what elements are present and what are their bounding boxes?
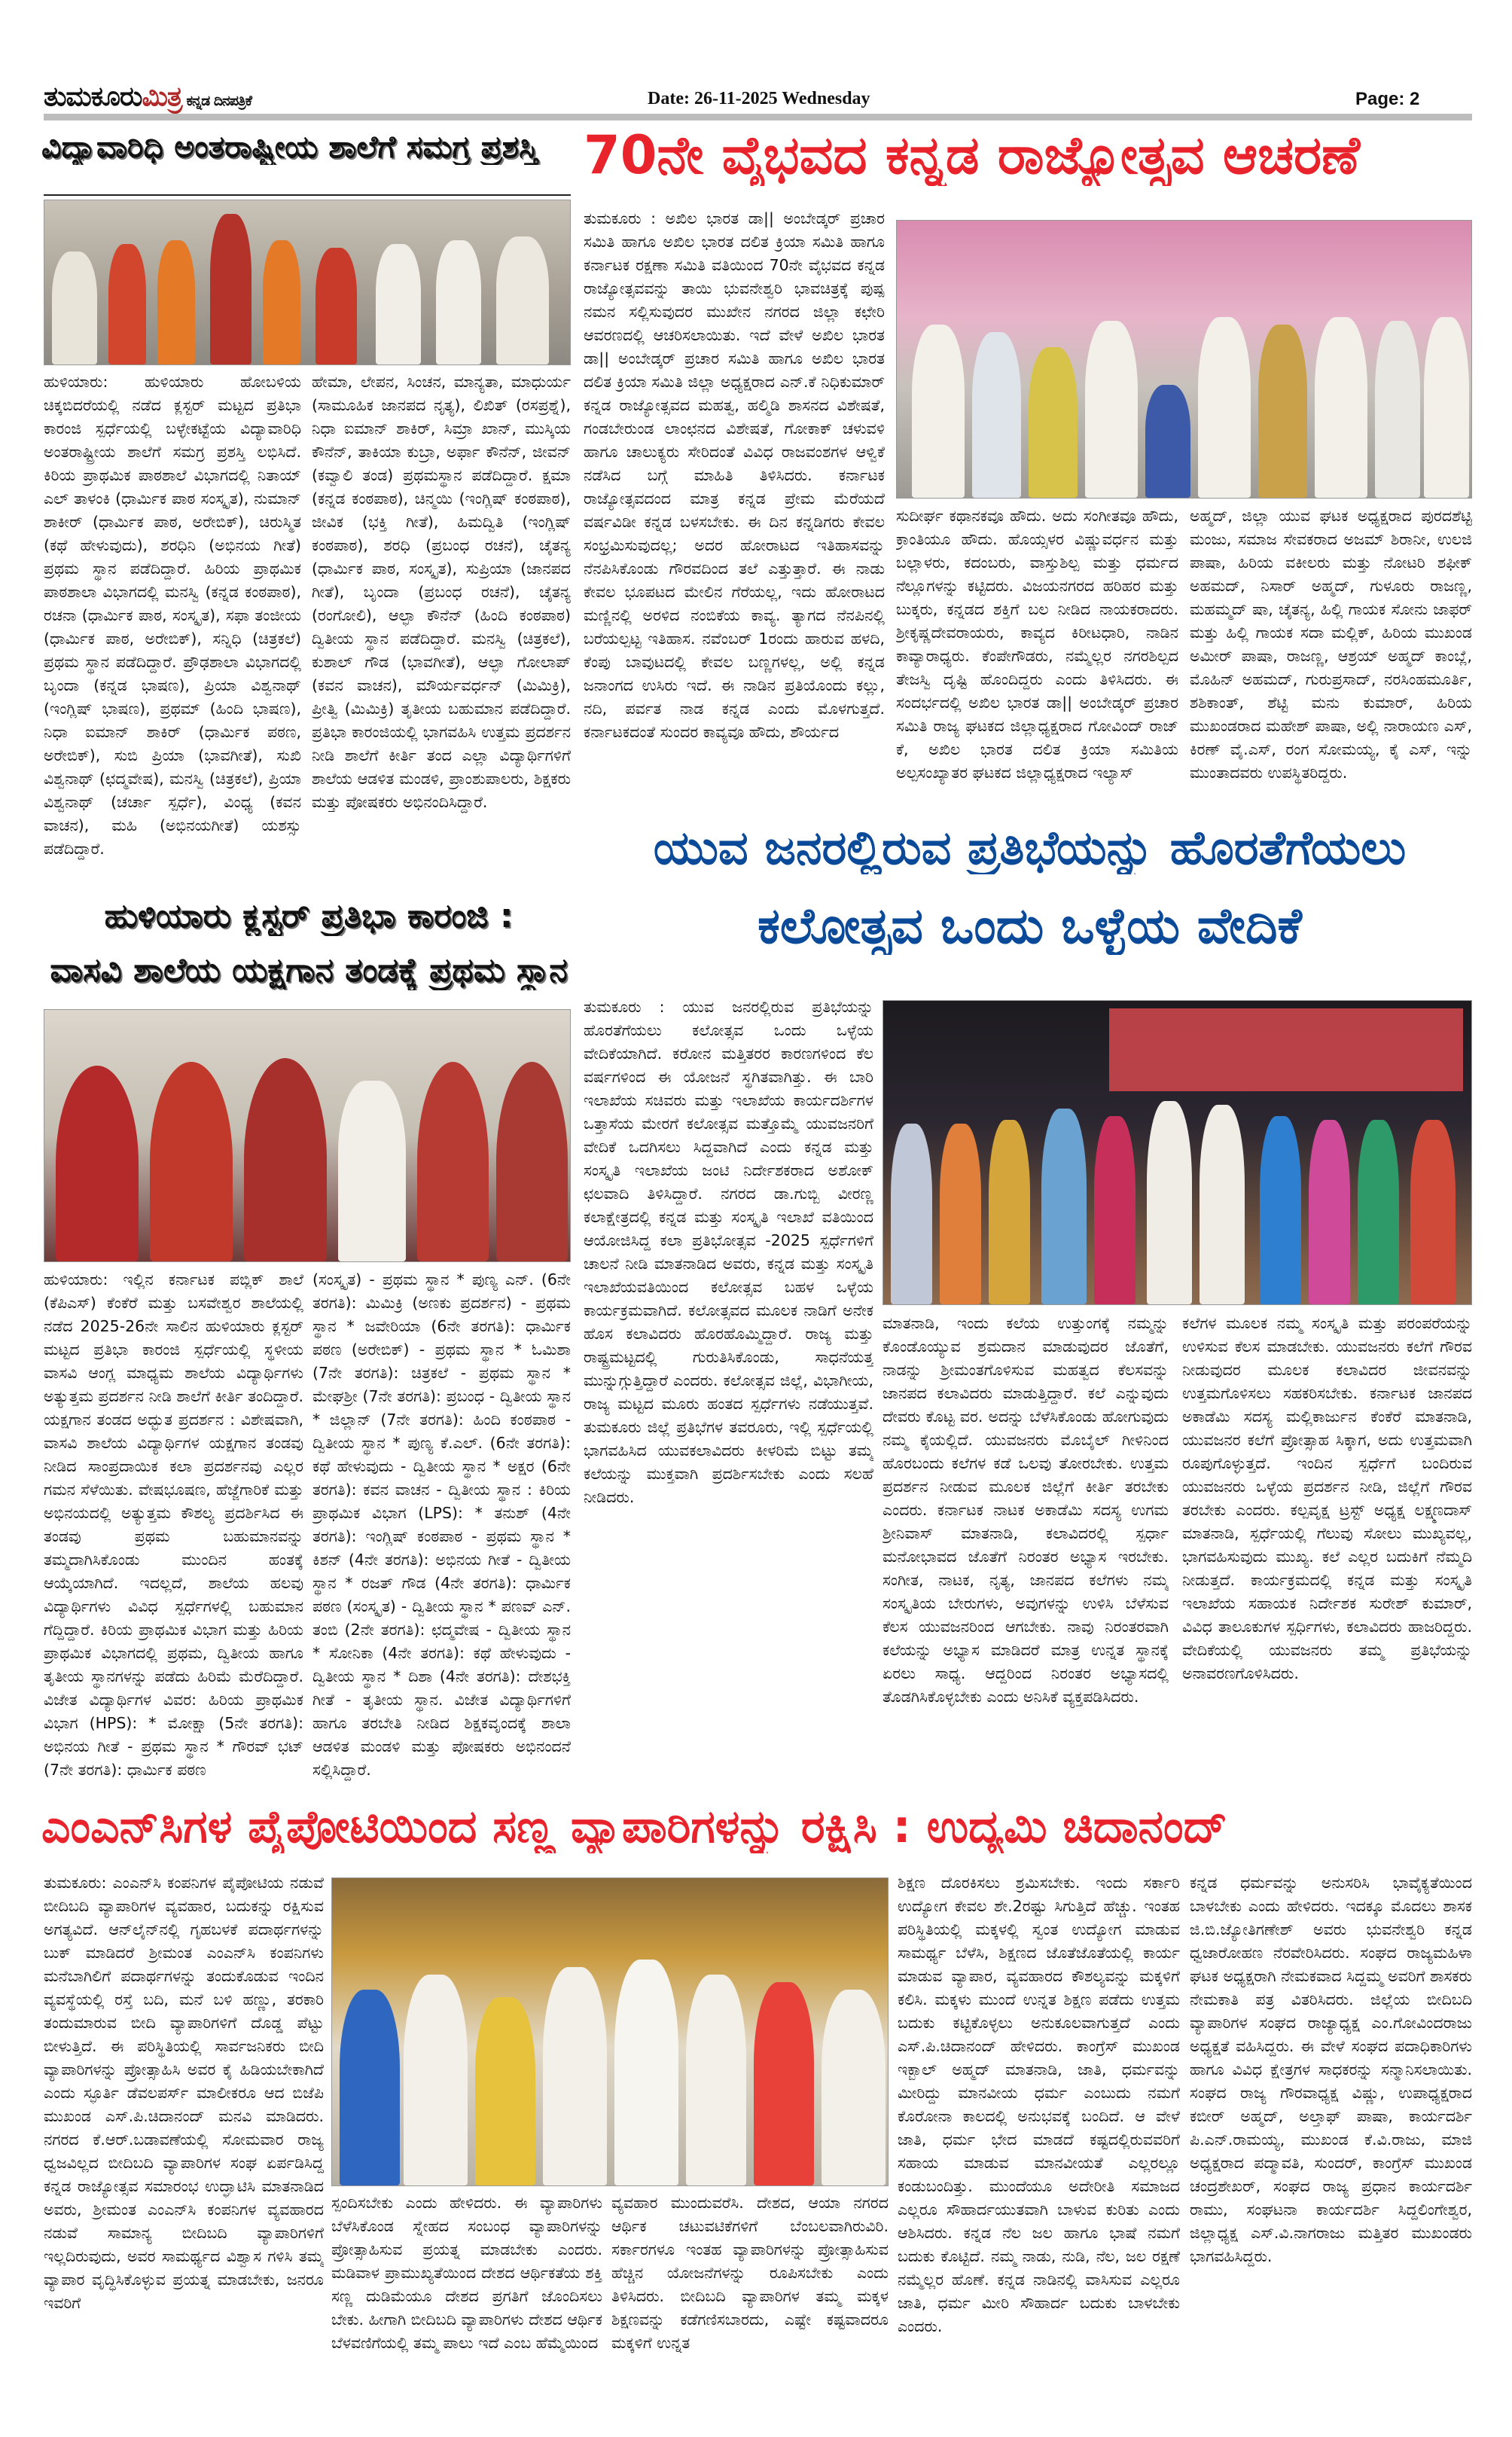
headline-vidyavaridhi: ವಿದ್ಯಾವಾರಿಧಿ ಅಂತರಾಷ್ಟ್ರೀಯ ಶಾಲೆಗೆ ಸಮಗ್ರ ಪ್ರಶಸ್ತಿ (41, 130, 538, 165)
article-rajyotsava-col3: ಅಹ್ಮದ್, ಜಿಲ್ಲಾ ಯುವ ಘಟಕ ಅಧ್ಯಕ್ಷರಾದ ಪುರದಶೆಟ್ಟಿ ಮಂಜು, ಸಮಾಜ ಸೇವಕರಾದ ಅಜಮ್ ಶಿರಾನೀ, ಉಲಜಿ ಪಾಷಾ, ಹಿರಿಯ ವಕೀಲರು ಮತ್ತು ನೋಟರಿ ಶಫೀಕ್ ಅಹಮದ್, ನಿಸಾರ್ ಅಹ್ಮದ್, ಗುಳೂರು ರಾಜಣ್ಣ, ಮಹಮ್ಮದ್ ಷಾ, ಚೈತನ್ಯ, ಹಿಲ್ಲಿ ಗಾಯಕ ಸೋನು ಜಾಫರ್ ಮತ್ತು ಹಿಲ್ಲಿ ಗಾಯಕ ಸದಾ ಮಲ್ಲಿಕ್, ಹಿರಿಯ ಮುಖಂಡ ಅಮೀರ್ ಪಾಷಾ, ರಾಜಣ್ಣ, ಆಶ್ರಯ್ ಅಹ್ಮದ್ ಕಾಂಬ್ಲೆ, ಮೊಹಿನ್ ಅಹಮದ್, ಗುರುಪ್ರಸಾದ್, ನರಸಿಂಹಮೂರ್ತಿ, ಶಶಿಕಾಂತ್, ಶೆಟ್ಟಿ ಮನು ಕುಮಾರ್, ಹಿರಿಯ ಮುಖಂಡರಾದ ಮಹೇಶ್ ಪಾಷಾ, ಅಲ್ಲಿ ನಾರಾಯಣ ಎಸ್, ಕಿರಣ್ ವೈ.ಎಸ್, ರಂಗ ಸೋಮಯ್ಯ, ಕೈ ಎಸ್, ಇನ್ನು ಮುಂತಾದವರು ಉಪಸ್ಥಿತರಿದ್ದರು. (1190, 507, 1472, 782)
headline-kalotsava-line1: ಯುವ ಜನರಲ್ಲಿರುವ ಪ್ರತಿಭೆಯನ್ನು ಹೊರತೆಗೆಯಲು (653, 821, 1407, 875)
article-kalotsava-col1: ತುಮಕೂರು : ಯುವ ಜನರಲ್ಲಿರುವ ಪ್ರತಿಭೆಯನ್ನು ಹೊರತೆಗೆಯಲು ಕಲೋತ್ಸವ ಒಂದು ಒಳ್ಳೆಯ ವೇದಿಕೆಯಾಗಿದೆ. ಕರೋನ ಮತ್ತಿತರರ ಕಾರಣಗಳಿಂದ ಕೆಲ ವರ್ಷಗಳಿಂದ ಈ ಯೋಜನೆ ಸ್ಥಗಿತವಾಗಿತ್ತು. ಈ ಬಾರಿ ಇಲಾಖೆಯ ಸಚಿವರು ಮತ್ತು ಇಲಾಖೆಯ ಕಾರ್ಯದರ್ಶಿಗಳ ಒತ್ತಾಸೆಯ ಮೇರಗೆ ಕಲೋತ್ಸವ ಮತ್ತೊಮ್ಮೆ ಯುವಜನರಿಗೆ ವೇದಿಕೆ ಒದಗಿಸಲು ಸಿದ್ದವಾಗಿದೆ ಎಂದು ಕನ್ನಡ ಮತ್ತು ಸಂಸ್ಕೃತಿ ಇಲಾಖೆಯ ಜಂಟಿ ನಿರ್ದೇಶಕರಾದ ಅಶೋಕ್ ಛಲವಾದಿ ತಿಳಿಸಿದ್ದಾರೆ. ನಗರದ ಡಾ.ಗುಬ್ಬಿ ವೀರಣ್ಣ ಕಲಾಕ್ಷೇತ್ರದಲ್ಲಿ ಕನ್ನಡ ಮತ್ತು ಸಂಸ್ಕೃತಿ ಇಲಾಖೆ ವತಿಯಿಂದ ಆಯೋಜಿಸಿದ್ದ ಕಲಾ ಪ್ರತಿಭೋತ್ಸವ -2025 ಸ್ಪರ್ಧೆಗಳಿಗೆ ಚಾಲನೆ ನೀಡಿ ಮಾತನಾಡಿದ ಅವರು, ಕನ್ನಡ ಮತ್ತು ಸಂಸ್ಕೃತಿ ಇಲಾಖೆಯವತಿಯಿಂದ ಕಲೋತ್ಸವ ಬಹಳ ಒಳ್ಳೆಯ ಕಾರ್ಯಕ್ರಮವಾಗಿದೆ. ಕಲೋತ್ಸವದ ಮೂಲಕ ನಾಡಿಗೆ ಅನೇಕ ಹೊಸ ಕಲಾವಿದರು ಹೊರಹೊಮ್ಮಿದ್ದಾರೆ. ರಾಜ್ಯ ಮತ್ತು ರಾಷ್ಟ್ರಮಟ್ಟದಲ್ಲಿ ಗುರುತಿಸಿಕೊಂಡು, ಸಾಧನೆಯತ್ತ ಮುನ್ನುಗ್ಗುತ್ತಿದ್ದಾರೆ ಎಂದರು. ಕಲೋತ್ಸವ ಜಿಲ್ಲೆ, ವಿಭಾಗೀಯ, ರಾಜ್ಯ ಮಟ್ಟದ ಮೂರು ಹಂತದ ಸ್ಪರ್ಧೆಗಳು ನಡೆಯುತ್ತವೆ. ತುಮಕೂರು ಜಿಲ್ಲೆ ಪ್ರತಿಭೆಗಳ ತವರೂರು, ಇಲ್ಲಿ ಸ್ಪರ್ಧೆಯಲ್ಲಿ ಭಾಗವಹಿಸಿದ ಯುವಕಲಾವಿದರು ಕೀಳರಿಮೆ ಬಿಟ್ಟು ತಮ್ಮ ಕಲೆಯನ್ನು ಮುಕ್ತವಾಗಿ ಪ್ರದರ್ಶಿಸಬೇಕು ಎಂದು ಸಲಹೆ ನೀಡಿದರು. (584, 998, 873, 1506)
article-mnc-col2: ಸ್ಪಂದಿಸಬೇಕು ಎಂದು ಹೇಳಿದರು. ಈ ವ್ಯಾಪಾರಿಗಳು ಬೆಳೆಸಿಕೊಂಡ ಸ್ನೇಹದ ಸಂಬಂಧ ವ್ಯಾಪಾರಿಗಳನ್ನು ಪ್ರೋತ್ಸಾಹಿಸುವ ಪ್ರಯತ್ನ ಮಾಡಬೇಕು ಎಂದರು. ಮಡಿವಾಳ ಪ್ರಾಮುಖ್ಯತೆಯಿಂದ ದೇಶದ ಆರ್ಥಿಕತೆಯ ಶಕ್ತಿ ಸಣ್ಣ ದುಡಿಮೆಯೂ ದೇಶದ ಪ್ರಗತಿಗೆ ಜೊಂದಿಸಲು ಬೇಕು. ಹೀಗಾಗಿ ಬೀದಿಬದಿ ವ್ಯಾಪಾರಿಗಳು ದೇಶದ ಆರ್ಥಿಕ ಬೆಳವಣಿಗೆಯಲ್ಲಿ ತಮ್ಮ ಪಾಲು ಇದೆ ಎಂಬ ಹೆಮ್ಮೆಯಿಂದ (331, 2194, 602, 2352)
article-kalotsava-col3: ಕಲೆಗಳ ಮೂಲಕ ನಮ್ಮ ಸಂಸ್ಕೃತಿ ಮತ್ತು ಪರಂಪರೆಯನ್ನು ಉಳಿಸುವ ಕೆಲಸ ಮಾಡಬೇಕು. ಯುವಜನರು ಕಲೆಗೆ ಗೌರವ ನೀಡುವುದರ ಮೂಲಕ ಕಲಾವಿದರ ಜೀವನವನ್ನು ಉತ್ತಮಗೊಳಿಸಲು ಸಹಕರಿಸಬೇಕು. ಕರ್ನಾಟಕ ಜಾನಪದ ಅಕಾಡೆಮಿ ಸದಸ್ಯ ಮಲ್ಲಿಕಾರ್ಜುನ ಕೆಂಕೆರೆ ಮಾತನಾಡಿ, ಯುವಜನರ ಕಲೆಗೆ ಪ್ರೋತ್ಸಾಹ ಸಿಕ್ಕಾಗ, ಅದು ಉತ್ತಮವಾಗಿ ರೂಪುಗೊಳ್ಳುತ್ತದೆ. ಇಂದಿನ ಸ್ಪರ್ಧೆಗೆ ಬಂದಿರುವ ಯುವಜನರು ಒಳ್ಳೆಯ ಪ್ರದರ್ಶನ ನೀಡಿ, ಜಿಲ್ಲೆಗೆ ಗೌರವ ತರಬೇಕು ಎಂದರು. ಕಲ್ಪವೃಕ್ಷ ಟ್ರಸ್ಟ್ ಅಧ್ಯಕ್ಷ ಲಕ್ಷ್ಮಣದಾಸ್ ಮಾತನಾಡಿ, ಸ್ಪರ್ಧೆಯಲ್ಲಿ ಗೆಲುವು ಸೋಲು ಮುಖ್ಯವಲ್ಲ, ಭಾಗವಹಿಸುವುದು ಮುಖ್ಯ. ಕಲೆ ಎಲ್ಲರ ಬದುಕಿಗೆ ನೆಮ್ಮದಿ ನೀಡುತ್ತದೆ. ಕಾರ್ಯಕ್ರಮದಲ್ಲಿ ಕನ್ನಡ ಮತ್ತು ಸಂಸ್ಕೃತಿ ಇಲಾಖೆಯ ಸಹಾಯಕ ನಿರ್ದೇಶಕ ಸುರೇಶ್ ಕುಮಾರ್, ವಿವಿಧ ತಾಲೂಕುಗಳ ಸ್ಪರ್ಧಿಗಳು, ಕಲಾವಿದರು ಹಾಜರಿದ್ದರು. ವೇದಿಕೆಯಲ್ಲಿ ಯುವಜನರು ತಮ್ಮ ಪ್ರತಿಭೆಯನ್ನು ಅನಾವರಣಗೊಳಿಸಿದರು. (1182, 1314, 1472, 1682)
headline-underline (44, 194, 571, 196)
article-kalotsava-col2: ಮಾತನಾಡಿ, ಇಂದು ಕಲೆಯ ಉತ್ತುಂಗಕ್ಕೆ ನಮ್ಮನ್ನು ಕೊಂಡೊಯ್ಯುವ ಶ್ರಮದಾನ ಮಾಡುವುದರ ಜೊತೆಗೆ, ನಾಡನ್ನು ಶ್ರೀಮಂತಗೊಳಿಸುವ ಮಹತ್ವದ ಕೆಲಸವನ್ನು ಜಾನಪದ ಕಲಾವಿದರು ಮಾಡುತ್ತಿದ್ದಾರೆ. ಕಲೆ ಎನ್ನುವುದು ದೇವರು ಕೊಟ್ಟ ವರ. ಅದನ್ನು ಬೆಳೆಸಿಕೊಂಡು ಹೋಗುವುದು ನಮ್ಮ ಕೈಯಲ್ಲಿದೆ. ಯುವಜನರು ಮೊಬೈಲ್ ಗೀಳಿನಿಂದ ಹೊರಬಂದು ಕಲೆಗಳ ಕಡೆ ಒಲವು ತೋರಬೇಕು. ಉತ್ತಮ ಪ್ರದರ್ಶನ ನೀಡುವ ಮೂಲಕ ಜಿಲ್ಲೆಗೆ ಕೀರ್ತಿ ತರಬೇಕು ಎಂದರು. ಕರ್ನಾಟಕ ನಾಟಕ ಅಕಾಡೆಮಿ ಸದಸ್ಯ ಉಗಮ ಶ್ರೀನಿವಾಸ್ ಮಾತನಾಡಿ, ಕಲಾವಿದರಲ್ಲಿ ಸ್ಪರ್ಧಾ ಮನೋಭಾವದ ಜೊತೆಗೆ ನಿರಂತರ ಅಭ್ಯಾಸ ಇರಬೇಕು. ಸಂಗೀತ, ನಾಟಕ, ನೃತ್ಯ, ಜಾನಪದ ಕಲೆಗಳು ನಮ್ಮ ಸಂಸ್ಕೃತಿಯ ಬೇರುಗಳು, ಅವುಗಳನ್ನು ಉಳಿಸಿ ಬೆಳೆಸುವ ಕೆಲಸ ಯುವಜನರಿಂದ ಆಗಬೇಕು. ನಾವು ನಿರಂತರವಾಗಿ ಕಲೆಯನ್ನು ಅಭ್ಯಾಸ ಮಾಡಿದರೆ ಮಾತ್ರ ಉನ್ನತ ಸ್ಥಾನಕ್ಕೆ ಏರಲು ಸಾಧ್ಯ. ಆದ್ದರಿಂದ ನಿರಂತರ ಅಭ್ಯಾಸದಲ್ಲಿ ತೊಡಗಿಸಿಕೊಳ್ಳಬೇಕು ಎಂದು ಅನಿಸಿಕೆ ವ್ಯಕ್ತಪಡಿಸಿದರು. (883, 1314, 1169, 1706)
logo-tagline: ಕನ್ನಡ ದಿನಪತ್ರಿಕೆ (186, 93, 252, 109)
headline-yakshagana-line2: ವಾಸವಿ ಶಾಲೆಯ ಯಕ್ಷಗಾನ ತಂಡಕ್ಕೆ ಪ್ರಥಮ ಸ್ಥಾನ (50, 952, 568, 990)
article-vidyavaridhi-col2: ಹೇಮಾ, ಲೇಪನ, ಸಿಂಚನ, ಮಾನ್ಯತಾ, ಮಾಧುರ್ಯ (ಸಾಮೂಹಿಕ ಜಾನಪದ ನೃತ್ಯ), ಲಿಖಿತ್ (ರಸಪ್ರಶ್ನೆ), ನಿಧಾ ಐಮಾನ್ ಶಾಕಿರ್, ಸಿಮ್ರಾ ಖಾನ್, ಮುಸ್ಕಿಯ ಕೌನೆನ್, ತಾಕಿಯಾ ಕುಬ್ರಾ, ಅರ್ಫಾ ಕೌನೆನ್, ಜೀವನ್ (ಕವ್ವಾಲಿ ತಂಡ) ಪ್ರಥಮಸ್ಥಾನ ಪಡೆದಿದ್ದಾರೆ. ಕ್ಷಮಾ (ಕನ್ನಡ ಕಂಠಪಾಠ), ಚಿನ್ಮಯಿ (ಇಂಗ್ಲಿಷ್ ಕಂಠಪಾಠ), ಜೀವಿಕ (ಭಕ್ತಿ ಗೀತೆ), ಹಿಮದ್ವಿತಿ (ಇಂಗ್ಲಿಷ್ ಕಂಠಪಾಠ), ಶರಧಿ (ಪ್ರಬಂಧ ರಚನೆ), ಚೈತನ್ಯ (ಧಾರ್ಮಿಕ ಪಾಠ, ಸಂಸ್ಕೃತ), ಸುಪ್ರಿಯಾ (ಜಾನಪದ ಗೀತೆ), ಬೃಂದಾ (ಪ್ರಬಂಧ ರಚನೆ), ಚೈತನ್ಯ (ರಂಗೋಲಿ), ಆಲ್ಫಾ ಕೌನೆನ್ (ಹಿಂದಿ ಕಂಠಪಾಠ) ದ್ವಿತೀಯ ಸ್ಥಾನ ಪಡೆದಿದ್ದಾರೆ. ಮನಸ್ವಿ (ಚಿತ್ರಕಲೆ), ಕುಶಾಲ್ ಗೌಡ (ಭಾವಗೀತೆ), ಆಲ್ಫಾ ಗೋಲಾಪ್ (ಕವನ ವಾಚನ), ಮೌರ್ಯವರ್ಧನ್ (ಮಿಮಿಕ್ರಿ), ಪ್ರೀತ್ವಿ (ಮಿಮಿಕ್ರಿ) ತೃತೀಯ ಬಹುಮಾನ ಪಡೆದಿದ್ದಾರೆ. ಪ್ರತಿಭಾ ಕಾರಂಜಿಯಲ್ಲಿ ಭಾಗವಹಿಸಿ ಉತ್ತಮ ಪ್ರದರ್ಶನ ನೀಡಿ ಶಾಲೆಗೆ ಕೀರ್ತಿ ತಂದ ಎಲ್ಲಾ ವಿದ್ಯಾರ್ಥಿಗಳಿಗೆ ಶಾಲೆಯ ಆಡಳಿತ ಮಂಡಳಿ, ಪ್ರಾಂಶುಪಾಲರು, ಶಿಕ್ಷಕರು ಮತ್ತು ಪೋಷಕರು ಅಭಿನಂದಿಸಿದ್ದಾರೆ. (312, 373, 571, 811)
headline-rajyotsava: 70ನೇ ವೈಭವದ ಕನ್ನಡ ರಾಜ್ಯೋತ್ಸವ ಆಚರಣೆ (584, 125, 1361, 186)
masthead-divider (44, 114, 1472, 120)
photo-rajyotsava-group (896, 220, 1472, 499)
photo-kalotsava-stage (883, 1000, 1472, 1305)
article-rajyotsava-col2: ಸುದೀರ್ಘ ಕಥಾನಕವೂ ಹೌದು. ಅದು ಸಂಗೀತವೂ ಹೌದು, ಕ್ರಾಂತಿಯೂ ಹೌದು. ಹೊಯ್ಸಳರ ವಿಷ್ಣುವರ್ಧನ ಮತ್ತು ಬಲ್ಲಾಳರು, ಕದಂಬರು, ವಾಸ್ತುಶಿಲ್ಪ ಮತ್ತು ಧರ್ಮದ ನೆಲ್ಲೂಗಳನ್ನು ಕಟ್ಟಿದರು. ವಿಜಯನಗರದ ಹರಿಹರ ಮತ್ತು ಬುಕ್ಕರು, ಕನ್ನಡದ ಶಕ್ತಿಗೆ ಬಲ ನೀಡಿದ ನಾಯಕರಾದರು. ಶ್ರೀಕೃಷ್ಣದೇವರಾಯರು, ಕಾವ್ಯದ ಕಿರೀಟಧಾರಿ, ನಾಡಿನ ಕಾವ್ಯಾರಾಧ್ಯರು. ಕೆಂಪೇಗೌಡರು, ನಮ್ಮೆಲ್ಲರ ನಗರಶಿಲ್ಪದ ತೇಜಸ್ವಿ ದೃಷ್ಟಿ ಹೊಂದಿದ್ದರು ಎಂದು ತಿಳಿಸಿದರು. ಈ ಸಂದರ್ಭದಲ್ಲಿ ಅಖಿಲ ಭಾರತ ಡಾ|| ಅಂಬೇಡ್ಕರ್ ಪ್ರಚಾರ ಸಮಿತಿ ರಾಜ್ಯ ಘಟಕದ ಜಿಲ್ಲಾಧ್ಯಕ್ಷರಾದ ಗೋವಿಂದ್ ರಾಜ್ ಕೆ, ಅಖಿಲ ಭಾರತ ದಲಿತ ಕ್ರಿಯಾ ಸಮಿತಿಯ ಅಲ್ಪಸಂಖ್ಯಾತರ ಘಟಕದ ಜಿಲ್ಲಾಧ್ಯಕ್ಷರಾದ ಇಲ್ಯಾಸ್ (896, 507, 1178, 782)
logo-text-tumakuru: ತುಮಕೂರು (44, 81, 142, 112)
article-mnc-col1: ತುಮಕೂರು: ಎಂಎನ್‌ಸಿ ಕಂಪನಿಗಳ ಪೈಪೋಟಿಯ ನಡುವೆ ಬೀದಿಬದಿ ವ್ಯಾಪಾರಿಗಳ ವ್ಯವಹಾರ, ಬದುಕನ್ನು ರಕ್ಷಿಸುವ ಅಗತ್ಯವಿದೆ. ಆನ್‌ಲೈನ್‌ನಲ್ಲಿ ಗೃಹಬಳಕೆ ಪದಾರ್ಥಗಳನ್ನು ಬುಕ್ ಮಾಡಿದರೆ ಶ್ರೀಮಂತ ಎಂಎನ್‌ಸಿ ಕಂಪನಿಗಳು ಮನೆಬಾಗಿಲಿಗೆ ಪದಾರ್ಥಗಳನ್ನು ತಂದುಕೊಡುವ ಇಂದಿನ ವ್ಯವಸ್ಥೆಯಲ್ಲಿ ರಸ್ತೆ ಬದಿ, ಮನೆ ಬಳಿ ಹಣ್ಣು, ತರಕಾರಿ ತಂದುಮಾರುವ ಬೀದಿ ವ್ಯಾಪಾರಿಗಳಿಗೆ ದೊಡ್ಡ ಪೆಟ್ಟು ಬೀಳುತ್ತಿದೆ. ಈ ಪರಿಸ್ಥಿತಿಯಲ್ಲಿ ಸಾರ್ವಜನಿಕರು ಬೀದಿ ವ್ಯಾಪಾರಿಗಳನ್ನು ಪ್ರೋತ್ಸಾಹಿಸಿ ಅವರ ಕೈ ಹಿಡಿಯಬೇಕಾಗಿದೆ ಎಂದು ಸ್ಫೂರ್ತಿ ಡೆವಲಪರ್ಸ್ ಮಾಲೀಕರೂ ಆದ ಬಿಜೆಪಿ ಮುಖಂಡ ಎಸ್.ಪಿ.ಚಿದಾನಂದ್ ಮನವಿ ಮಾಡಿದರು. ನಗರದ ಕೆ.ಆರ್.ಬಡಾವಣೆಯಲ್ಲಿ ಸೋಮವಾರ ರಾಜ್ಯ ಧ್ವಜವಿಲ್ಲದ ಬೀದಿಬದಿ ವ್ಯಾಪಾರಿಗಳ ಸಂಘ ಏರ್ಪಡಿಸಿದ್ದ ಕನ್ನಡ ರಾಜ್ಯೋತ್ಸವ ಸಮಾರಂಭ ಉದ್ಘಾಟಿಸಿ ಮಾತನಾಡಿದ ಅವರು, ಶ್ರೀಮಂತ ಎಂಎನ್‌ಸಿ ಕಂಪನಿಗಳ ವ್ಯವಹಾರದ ನಡುವೆ ಸಾಮಾನ್ಯ ಬೀದಿಬದಿ ವ್ಯಾಪಾರಿಗಳಿಗೆ ಇಲ್ಲದಿರುವುದು, ಅವರ ಸಾಮರ್ಥ್ಯದ ವಿಶ್ವಾಸ ಗಳಿಸಿ ತಮ್ಮ ವ್ಯಾಪಾರ ವೃದ್ಧಿಸಿಕೊಳ್ಳುವ ಪ್ರಯತ್ನ ಮಾಡಬೇಕು, ಜನರೂ ಇವರಿಗೆ (44, 1874, 324, 2312)
article-mnc-col5: ಕನ್ನಡ ಧರ್ಮವನ್ನು ಅನುಸರಿಸಿ ಭಾವೈಕ್ಯತೆಯಿಂದ ಬಾಳಬೇಕು ಎಂದು ಹೇಳಿದರು. ಇದಕ್ಕೂ ಮೊದಲು ಶಾಸಕ ಜಿ.ಬಿ.ಜ್ಯೋತಿಗಣೇಶ್ ಅವರು ಭುವನೇಶ್ವರಿ ಕನ್ನಡ ಧ್ವಜಾರೋಹಣ ನೆರವೇರಿಸಿದರು. ಸಂಘದ ರಾಜ್ಯಮಹಿಳಾ ಘಟಕ ಅಧ್ಯಕ್ಷರಾಗಿ ನೇಮಕವಾದ ಸಿದ್ದಮ್ಮ ಅವರಿಗೆ ಶಾಸಕರು ನೇಮಕಾತಿ ಪತ್ರ ವಿತರಿಸಿದರು. ಜಿಲ್ಲೆಯ ಬೀದಿಬದಿ ವ್ಯಾಪಾರಿಗಳ ಸಂಘದ ರಾಜ್ಯಾಧ್ಯಕ್ಷ ಎಂ.ಗೋವಿಂದರಾಜು ಅಧ್ಯಕ್ಷತೆ ವಹಿಸಿದ್ದರು. ಈ ವೇಳೆ ಸಂಘದ ಪದಾಧಿಕಾರಿಗಳು ಹಾಗೂ ವಿವಿಧ ಕ್ಷೇತ್ರಗಳ ಸಾಧಕರನ್ನು ಸನ್ಮಾನಿಸಲಾಯಿತು. ಸಂಘದ ರಾಜ್ಯ ಗೌರವಾಧ್ಯಕ್ಷ ವಿಷ್ಣು, ಉಪಾಧ್ಯಕ್ಷರಾದ ಕಬೀರ್ ಅಹ್ಮದ್, ಅಲ್ತಾಫ್ ಪಾಷಾ, ಕಾರ್ಯದರ್ಶಿ ಪಿ.ಎನ್.ರಾಮಯ್ಯ, ಮುಖಂಡ ಕೆ.ವಿ.ರಾಜು, ಮಾಜಿ ಅಧ್ಯಕ್ಷರಾದ ಪದ್ಮಾವತಿ, ಸುಂದರ್, ಕಾಂಗ್ರೆಸ್ ಮುಖಂಡ ಚಂದ್ರಶೇಖರ್, ಸಂಘದ ರಾಜ್ಯ ಪ್ರಧಾನ ಕಾರ್ಯದರ್ಶಿ ರಾಮು, ಸಂಘಟನಾ ಕಾರ್ಯದರ್ಶಿ ಸಿದ್ದಲಿಂಗೇಶ್ವರ, ಜಿಲ್ಲಾಧ್ಯಕ್ಷ ಎಸ್.ವಿ.ನಾಗರಾಜು ಮತ್ತಿತರ ಮುಖಂಡರು ಭಾಗವಹಿಸಿದ್ದರು. (1190, 1874, 1472, 2265)
article-yakshagana-col1: ಹುಳಿಯಾರು: ಇಲ್ಲಿನ ಕರ್ನಾಟಕ ಪಬ್ಲಿಕ್ ಶಾಲೆ (ಕೆಪಿಎಸ್) ಕೆಂಕೆರೆ ಮತ್ತು ಬಸವೇಶ್ವರ ಶಾಲೆಯಲ್ಲಿ ನಡೆದ 2025-26ನೇ ಸಾಲಿನ ಹುಳಿಯಾರು ಕ್ಲಸ್ಟರ್ ಮಟ್ಟದ ಪ್ರತಿಭಾ ಕಾರಂಜಿ ಸ್ಪರ್ಧೆಯಲ್ಲಿ ಸ್ಥಳೀಯ ವಾಸವಿ ಆಂಗ್ಲ ಮಾಧ್ಯಮ ಶಾಲೆಯ ವಿದ್ಯಾರ್ಥಿಗಳು ಅತ್ಯುತ್ತಮ ಪ್ರದರ್ಶನ ನೀಡಿ ಶಾಲೆಗೆ ಕೀರ್ತಿ ತಂದಿದ್ದಾರೆ. ಯಕ್ಷಗಾನ ತಂಡದ ಅದ್ಭುತ ಪ್ರದರ್ಶನ : ವಿಶೇಷವಾಗಿ, ವಾಸವಿ ಶಾಲೆಯ ವಿದ್ಯಾರ್ಥಿಗಳ ಯಕ್ಷಗಾನ ತಂಡವು ನೀಡಿದ ಸಾಂಪ್ರದಾಯಿಕ ಕಲಾ ಪ್ರದರ್ಶನವು ಎಲ್ಲರ ಗಮನ ಸೆಳೆಯಿತು. ವೇಷಭೂಷಣ, ಹೆಜ್ಜೆಗಾರಿಕೆ ಮತ್ತು ಅಭಿನಯದಲ್ಲಿ ಅತ್ಯುತ್ತಮ ಕೌಶಲ್ಯ ಪ್ರದರ್ಶಿಸಿದ ಈ ತಂಡವು ಪ್ರಥಮ ಬಹುಮಾನವನ್ನು ತಮ್ಮದಾಗಿಸಿಕೊಂಡು ಮುಂದಿನ ಹಂತಕ್ಕೆ ಆಯ್ಕೆಯಾಗಿದೆ. ಇದಲ್ಲದೆ, ಶಾಲೆಯ ಹಲವು ವಿದ್ಯಾರ್ಥಿಗಳು ವಿವಿಧ ಸ್ಪರ್ಧೆಗಳಲ್ಲಿ ಬಹುಮಾನ ಗೆದ್ದಿದ್ದಾರೆ. ಕಿರಿಯ ಪ್ರಾಥಮಿಕ ವಿಭಾಗ ಮತ್ತು ಹಿರಿಯ ಪ್ರಾಥಮಿಕ ವಿಭಾಗದಲ್ಲಿ ಪ್ರಥಮ, ದ್ವಿತೀಯ ಹಾಗೂ ತೃತೀಯ ಸ್ಥಾನಗಳನ್ನು ಪಡೆದು ಹಿರಿಮೆ ಮೆರೆದಿದ್ದಾರೆ. ವಿಜೇತ ವಿದ್ಯಾರ್ಥಿಗಳ ವಿವರ: ಹಿರಿಯ ಪ್ರಾಥಮಿಕ ವಿಭಾಗ (HPS): * ಮೋಕ್ಷಾ (5ನೇ ತರಗತಿ): ಅಭಿನಯ ಗೀತೆ - ಪ್ರಥಮ ಸ್ಥಾನ * ಗೌರವ್ ಭಟ್ (7ನೇ ತರಗತಿ): ಧಾರ್ಮಿಕ ಪಠಣ (44, 1270, 303, 1779)
headline-yakshagana-line1: ಹುಳಿಯಾರು ಕ್ಲಸ್ಟರ್ ಪ್ರತಿಭಾ ಕಾರಂಜಿ : (104, 898, 514, 935)
photo-yakshagana-team (44, 1009, 571, 1262)
headline-mnc: ಎಂಎನ್‌ಸಿಗಳ ಪೈಪೋಟಿಯಿಂದ ಸಣ್ಣ ವ್ಯಾಪಾರಿಗಳನ್ನು ರಕ್ಷಿಸಿ : ಉದ್ಯಮಿ ಚಿದಾನಂದ್ (41, 1801, 1227, 1853)
page-number: Page: 2 (1355, 89, 1420, 109)
headline-kalotsava-line2: ಕಲೋತ್ಸವ ಒಂದು ಒಳ್ಳೆಯ ವೇದಿಕೆ (758, 898, 1302, 955)
photo-school-band-procession (44, 200, 571, 365)
article-vidyavaridhi-col1: ಹುಳಿಯಾರು: ಹುಳಿಯಾರು ಹೋಬಳಿಯ ಚಿಕ್ಕಬಿದರೆಯಲ್ಲಿ ನಡೆದ ಕ್ಲಸ್ಟರ್ ಮಟ್ಟದ ಪ್ರತಿಭಾ ಕಾರಂಜಿ ಸ್ಪರ್ಧೆಯಲ್ಲಿ ಬಳ್ಳೇಕಟ್ಟೆಯ ವಿದ್ಯಾವಾರಿಧಿ ಅಂತರಾಷ್ಟ್ರೀಯ ಶಾಲೆಗೆ ಸಮಗ್ರ ಪ್ರಶಸ್ತಿ ಲಭಿಸಿದೆ. ಕಿರಿಯ ಪ್ರಾಥಮಿಕ ಪಾಠಶಾಲೆ ವಿಭಾಗದಲ್ಲಿ ನಿತಾಯ್ ಎಲ್ ತಾಳಂಕಿ (ಧಾರ್ಮಿಕ ಪಾಠ ಸಂಸ್ಕೃತ), ನುಮಾನ್ ಶಾಕೀರ್ (ಧಾರ್ಮಿಕ ಪಾಠ, ಅರೇಬಿಕ್), ಚಿರುಸ್ಮಿತ (ಕಥೆ ಹೇಳುವುದು), ಶರಧಿನಿ (ಅಭಿನಯ ಗೀತೆ) ಪ್ರಥಮ ಸ್ಥಾನ ಪಡೆದಿದ್ದಾರೆ. ಹಿರಿಯ ಪ್ರಾಥಮಿಕ ಪಾಠಶಾಲಾ ವಿಭಾಗದಲ್ಲಿ ಮನಸ್ವಿ (ಕನ್ನಡ ಕಂಠಪಾಠ), ರಚನಾ (ಧಾರ್ಮಿಕ ಪಾಠ, ಸಂಸ್ಕೃತ), ಸಫಾ ತಂಜೀಯ (ಧಾರ್ಮಿಕ ಪಾಠ, ಅರೇಬಿಕ್), ಸನ್ನಿಧಿ (ಚಿತ್ರಕಲೆ) ಪ್ರಥಮ ಸ್ಥಾನ ಪಡೆದಿದ್ದಾರೆ. ಪ್ರೌಢಶಾಲಾ ವಿಭಾಗದಲ್ಲಿ ಬೃಂದಾ (ಕನ್ನಡ ಭಾಷಣ), ಪ್ರಿಯಾ ವಿಶ್ವನಾಥ್ (ಇಂಗ್ಲಿಷ್ ಭಾಷಣ), ಪ್ರಥಮ್ (ಹಿಂದಿ ಭಾಷಣ), ನಿಧಾ ಐಮಾನ್ ಶಾಕಿರ್ (ಧಾರ್ಮಿಕ ಪಠಣ, ಅರೇಬಿಕ್), ಸುಬಿ ಪ್ರಿಯಾ (ಭಾವಗೀತೆ), ಸುಖಿ ವಿಶ್ವನಾಥ್ (ಛದ್ಮವೇಷ), ಮನಸ್ವಿ (ಚಿತ್ರಕಲೆ), ಪ್ರಿಯಾ ವಿಶ್ವನಾಥ್ (ಚರ್ಚಾ ಸ್ಪರ್ಧೆ), ವಿಂಧ್ಯ (ಕವನ ವಾಚನ), ಮಹಿ (ಅಭಿನಯಗೀತೆ) ಯಶಸ್ಸು ಪಡೆದಿದ್ದಾರೆ. (44, 373, 301, 858)
article-mnc-col4: ಶಿಕ್ಷಣ ದೊರಕಿಸಲು ಶ್ರಮಿಸಬೇಕು. ಇಂದು ಸರ್ಕಾರಿ ಉದ್ಯೋಗ ಕೇವಲ ಶೇ.2ರಷ್ಟು ಸಿಗುತ್ತಿದೆ ಹೆಚ್ಚು. ಇಂತಹ ಪರಿಸ್ಥಿತಿಯಲ್ಲಿ ಮಕ್ಕಳಲ್ಲಿ ಸ್ವಂತ ಉದ್ಯೋಗ ಮಾಡುವ ಸಾಮರ್ಥ್ಯ ಬೆಳೆಸಿ, ಶಿಕ್ಷಣದ ಜೊತೆಜೊತೆಯಲ್ಲಿ ಕಾರ್ಯ ಮಾಡುವ ವ್ಯಾಪಾರ, ವ್ಯವಹಾರದ ಕೌಶಲ್ಯವನ್ನು ಮಕ್ಕಳಿಗೆ ಕಲಿಸಿ. ಮಕ್ಕಳು ಮುಂದೆ ಉನ್ನತ ಶಿಕ್ಷಣ ಪಡೆದು ಉತ್ತಮ ಬದುಕು ಕಟ್ಟಿಕೊಳ್ಳಲು ಅನುಕೂಲವಾಗುತ್ತದೆ ಎಂದು ಎಸ್.ಪಿ.ಚಿದಾನಂದ್ ಹೇಳಿದರು. ಕಾಂಗ್ರೆಸ್ ಮುಖಂಡ ಇಕ್ಬಾಲ್ ಅಹ್ಮದ್ ಮಾತನಾಡಿ, ಜಾತಿ, ಧರ್ಮವನ್ನು ಮೀರಿದ್ದು ಮಾನವೀಯ ಧರ್ಮ ಎಂಬುದು ನಮಗೆ ಕೊರೋನಾ ಕಾಲದಲ್ಲಿ ಅನುಭವಕ್ಕೆ ಬಂದಿದೆ. ಆ ವೇಳೆ ಜಾತಿ, ಧರ್ಮ ಭೇದ ಮಾಡದೆ ಕಷ್ಟದಲ್ಲಿರುವವರಿಗೆ ಸಹಾಯ ಮಾಡುವ ಮಾನವೀಯತೆ ಎಲ್ಲರಲ್ಲೂ ಕಂಡುಬಂದಿತ್ತು. ಮುಂದೆಯೂ ಅದೇರೀತಿ ಸಮಾಜದ ಎಲ್ಲರೂ ಸೌಹಾರ್ದಯುತವಾಗಿ ಬಾಳುವ ಕುರಿತು ಎಂದು ಆಶಿಸಿದರು. ಕನ್ನಡ ನೆಲ ಜಲ ಹಾಗೂ ಭಾಷೆ ನಮಗೆ ಬದುಕು ಕೊಟ್ಟಿದೆ. ನಮ್ಮ ನಾಡು, ನುಡಿ, ನೆಲ, ಜಲ ರಕ್ಷಣೆ ನಮ್ಮೆಲ್ಲರ ಹೊಣೆ. ಕನ್ನಡ ನಾಡಿನಲ್ಲಿ ವಾಸಿಸುವ ಎಲ್ಲರೂ ಜಾತಿ, ಧರ್ಮ ಮೀರಿ ಸೌಹಾರ್ದ ಬದುಕು ಬಾಳಬೇಕು ಎಂದರು. (898, 1874, 1180, 2335)
article-rajyotsava-col1: ತುಮಕೂರು : ಅಖಿಲ ಭಾರತ ಡಾ|| ಅಂಬೇಡ್ಕರ್ ಪ್ರಚಾರ ಸಮಿತಿ ಹಾಗೂ ಅಖಿಲ ಭಾರತ ದಲಿತ ಕ್ರಿಯಾ ಸಮಿತಿ ಹಾಗೂ ಕರ್ನಾಟಕ ರಕ್ಷಣಾ ಸಮಿತಿ ವತಿಯಿಂದ 70ನೇ ವೈಭವದ ಕನ್ನಡ ರಾಜ್ಯೋತ್ಸವವನ್ನು ತಾಯಿ ಭುವನೇಶ್ವರಿ ಭಾವಚಿತ್ರಕ್ಕೆ ಪುಷ್ಪ ನಮನ ಸಲ್ಲಿಸುವುದರ ಮುಖೇನ ನಗರದ ಜಿಲ್ಲಾ ಕಛೇರಿ ಆವರಣದಲ್ಲಿ ಆಚರಿಸಲಾಯಿತು. ಇದೆ ವೇಳೆ ಅಖಿಲ ಭಾರತ ಡಾ|| ಅಂಬೇಡ್ಕರ್ ಪ್ರಚಾರ ಸಮಿತಿ ಹಾಗೂ ಅಖಿಲ ಭಾರತ ದಲಿತ ಕ್ರಿಯಾ ಸಮಿತಿ ಜಿಲ್ಲಾ ಅಧ್ಯಕ್ಷರಾದ ಎನ್.ಕೆ ನಿಧಿಕುಮಾರ್ ಕನ್ನಡ ರಾಜ್ಯೋತ್ಸವದ ಮಹತ್ವ, ಹಲ್ಮಿಡಿ ಶಾಸನದ ವಿಶೇಷತೆ, ಗಂಡಬೇರುಂಡ ಲಾಂಛನದ ವಿಶೇಷತೆ, ಗೋಕಾಕ್ ಚಳುವಳಿ ಹಾಗೂ ಚಾಲುಕ್ಯರು ಸೇರಿದಂತೆ ವಿವಿಧ ರಾಜವಂಶಗಳ ಆಳ್ವಿಕೆ ನಡೆಸಿದ ಬಗ್ಗೆ ಮಾಹಿತಿ ತಿಳಿಸಿದರು. ಕರ್ನಾಟಕ ರಾಜ್ಯೋತ್ಸವದಂದ ಮಾತ್ರ ಕನ್ನಡ ಪ್ರೇಮ ಮೆರೆಯದೆ ವರ್ಷವಿಡೀ ಕನ್ನಡ ಬಳಸಬೇಕು. ಈ ದಿನ ಕನ್ನಡಿಗರು ಕೇವಲ ಸಂಭ್ರಮಿಸುವುದಲ್ಲ; ಅದರ ಹೋರಾಟದ ಇತಿಹಾಸವನ್ನು ನೆನಪಿಸಿಕೊಂಡು ಗೌರವದಿಂದ ತಲೆ ಎತ್ತುತ್ತಾರೆ. ಈ ನಾಡು ಕೇವಲ ಭೂಪಟದ ಮೇಲಿನ ಗೆರೆಯಲ್ಲ, ಇದು ಹೋರಾಟದ ಮಣ್ಣಿನಲ್ಲಿ ಅರಳಿದ ನಂಬಿಕೆಯ ಕಾವ್ಯ. ತ್ಯಾಗದ ನೆನಪಿನಲ್ಲಿ ಬರೆಯಲ್ಪಟ್ಟ ಇತಿಹಾಸ. ನವೆಂಬರ್ 1ರಂದು ಹಾರುವ ಹಳದಿ, ಕೆಂಪು ಬಾವುಟದಲ್ಲಿ ಕೇವಲ ಬಣ್ಣಗಳಲ್ಲ, ಅಲ್ಲಿ ಕನ್ನಡ ಜನಾಂಗದ ಉಸಿರು ಇದೆ. ಈ ನಾಡಿನ ಪ್ರತಿಯೊಂದು ಕಲ್ಲು, ನದಿ, ಪರ್ವತ ನಾಡ ಕನ್ನಡ ಎಂದು ಮೊಳಗುತ್ತದೆ. ಕರ್ನಾಟಕದಂತೆ ಸುಂದರ ಕಾವ್ಯವೂ ಹೌದು, ಶೌರ್ಯದ (584, 209, 885, 741)
article-mnc-col3: ವ್ಯವಹಾರ ಮುಂದುವರೆಸಿ. ದೇಶದ, ಆಯಾ ನಗರದ ಆರ್ಥಿಕ ಚಟುವಟಿಕೆಗಳಿಗೆ ಬೆಂಬಲವಾಗಿರುವಿರಿ. ಸರ್ಕಾರಗಳೂ ಇಂತಹ ವ್ಯಾಪಾರಿಗಳನ್ನು ಪ್ರೋತ್ಸಾಹಿಸುವ ಹೆಚ್ಚಿನ ಯೋಜನೆಗಳನ್ನು ರೂಪಿಸಬೇಕು ಎಂದು ತಿಳಿಸಿದರು. ಬೀದಿಬದಿ ವ್ಯಾಪಾರಿಗಳ ತಮ್ಮ ಮಕ್ಕಳ ಶಿಕ್ಷಣವನ್ನು ಕಡೆಗಣಿಸಬಾರದು, ಎಷ್ಟೇ ಕಷ್ಟವಾದರೂ ಮಕ್ಕಳಿಗೆ ಉನ್ನತ (611, 2194, 889, 2352)
issue-date: Date: 26-11-2025 Wednesday (648, 89, 870, 108)
newspaper-logo (44, 81, 251, 113)
photo-street-vendors-event (331, 1877, 889, 2186)
article-yakshagana-col2: (ಸಂಸ್ಕೃತ) - ಪ್ರಥಮ ಸ್ಥಾನ * ಪುಣ್ಯ ಎನ್. (6ನೇ ತರಗತಿ): ಮಿಮಿಕ್ರಿ (ಅಣಕು ಪ್ರದರ್ಶನ) - ಪ್ರಥಮ ಸ್ಥಾನ * ಜವೇರಿಯಾ (6ನೇ ತರಗತಿ): ಧಾರ್ಮಿಕ ಪಠಣ (ಅರೇಬಿಕ್) - ಪ್ರಥಮ ಸ್ಥಾನ * ಓಮಿಶಾ (7ನೇ ತರಗತಿ): ಚಿತ್ರಕಲೆ - ಪ್ರಥಮ ಸ್ಥಾನ * ಮೇಘಶ್ರೀ (7ನೇ ತರಗತಿ): ಪ್ರಬಂಧ - ದ್ವಿತೀಯ ಸ್ಥಾನ * ಜಿಲ್ಲಾನ್ (7ನೇ ತರಗತಿ): ಹಿಂದಿ ಕಂಠಪಾಠ - ದ್ವಿತೀಯ ಸ್ಥಾನ * ಪುಣ್ಯ ಕೆ.ಎಲ್. (6ನೇ ತರಗತಿ): ಕಥೆ ಹೇಳುವುದು - ದ್ವಿತೀಯ ಸ್ಥಾನ * ಅಕ್ಷರ (6ನೇ ತರಗತಿ): ಕವನ ವಾಚನ - ದ್ವಿತೀಯ ಸ್ಥಾನ : ಕಿರಿಯ ಪ್ರಾಥಮಿಕ ವಿಭಾಗ (LPS): * ತನುಶ್ (4ನೇ ತರಗತಿ): ಇಂಗ್ಲಿಷ್ ಕಂಠಪಾಠ - ಪ್ರಥಮ ಸ್ಥಾನ * ಕಿಶನ್ (4ನೇ ತರಗತಿ): ಅಭಿನಯ ಗೀತೆ - ದ್ವಿತೀಯ ಸ್ಥಾನ * ರಜತ್ ಗೌಡ (4ನೇ ತರಗತಿ): ಧಾರ್ಮಿಕ ಪಠಣ (ಸಂಸ್ಕೃತ) - ದ್ವಿತೀಯ ಸ್ಥಾನ * ಪಣವ್ ಎನ್. ತಂಬಿ (2ನೇ ತರಗತಿ): ಛದ್ಮವೇಷ - ದ್ವಿತೀಯ ಸ್ಥಾನ * ಸೋನಿಕಾ (4ನೇ ತರಗತಿ): ಕಥೆ ಹೇಳುವುದು - ದ್ವಿತೀಯ ಸ್ಥಾನ * ದಿಶಾ (4ನೇ ತರಗತಿ): ದೇಶಭಕ್ತಿ ಗೀತೆ - ತೃತೀಯ ಸ್ಥಾನ. ವಿಜೇತ ವಿದ್ಯಾರ್ಥಿಗಳಿಗೆ ಹಾಗೂ ತರಬೇತಿ ನೀಡಿದ ಶಿಕ್ಷಕವೃಂದಕ್ಕೆ ಶಾಲಾ ಆಡಳಿತ ಮಂಡಳಿ ಮತ್ತು ಪೋಷಕರು ಅಭಿನಂದನೆ ಸಲ್ಲಿಸಿದ್ದಾರೆ. (312, 1270, 571, 1779)
logo-text-mitra: ಮಿತ್ರ (142, 81, 182, 112)
